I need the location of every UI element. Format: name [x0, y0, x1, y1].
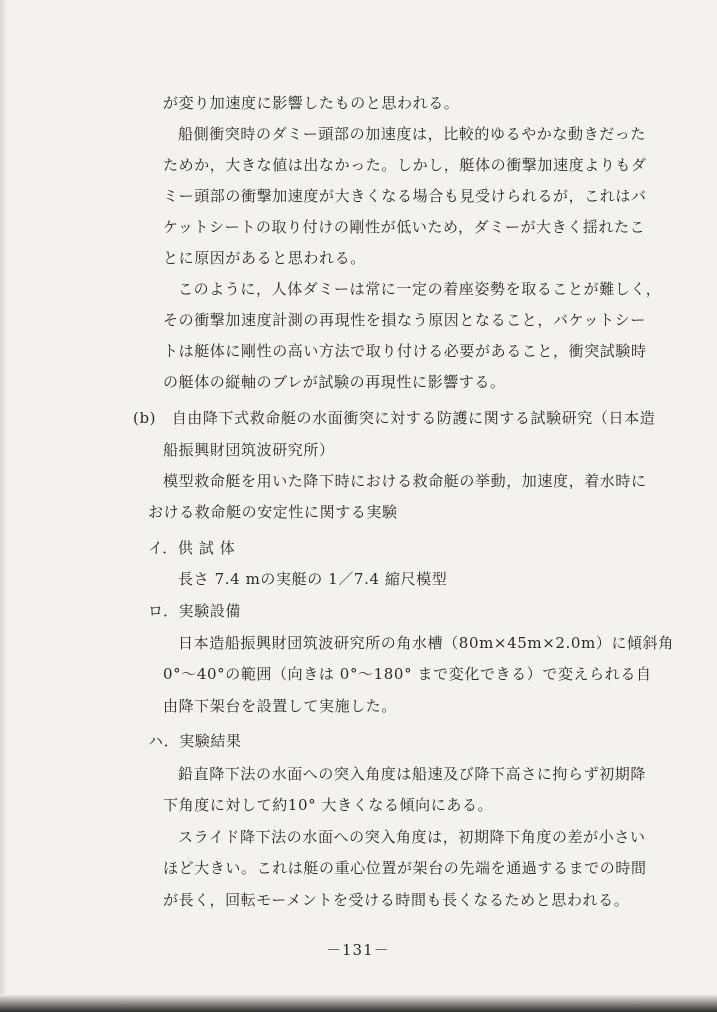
body-line-5: ケットシートの取り付けの剛性が低いため，ダミーが大きく揺れたこ — [163, 218, 646, 236]
body-line-7: このように，人体ダミーは常に一定の着座姿勢を取ることが難しく， — [178, 280, 662, 298]
subheading-ha: ハ．実験結果 — [148, 732, 242, 750]
body-line-1: が変り加速度に影響したものと思われる。 — [163, 94, 460, 112]
body-line-3: ためか，大きな値は出なかった。しかし，艇体の衝撃加速度よりもダ — [163, 156, 647, 174]
body-line-10: の艇体の縦軸のブレが試験の再現性に影響する。 — [163, 373, 506, 391]
scan-shadow-bottom — [0, 994, 717, 1012]
subheading-ro: ロ．実験設備 — [148, 602, 242, 620]
scan-shadow-left — [0, 0, 8, 1012]
body-line-24: スライド降下法の水面への突入角度は，初期降下角度の差が小さい — [178, 828, 646, 846]
body-line-23: 下角度に対して約10° 大きくなる傾向にある。 — [163, 796, 494, 814]
body-line-16: 長さ 7.4 mの実艇の 1／7.4 縮尺模型 — [178, 570, 448, 588]
body-line-6: とに原因があると思われる。 — [163, 249, 366, 267]
body-line-19: 0°～40°の範囲（向きは 0°～180° まで変化できる）で変えられる自 — [163, 665, 652, 683]
body-line-14: おける救命艇の安定性に関する実験 — [148, 503, 398, 521]
body-line-9: トは艇体に剛性の高い方法で取り付ける必要があること，衝突試験時 — [163, 342, 647, 360]
page-number: －131－ — [326, 941, 390, 959]
body-line-2: 船側衝突時のダミー頭部の加速度は，比較的ゆるやかな動きだった — [178, 125, 647, 143]
body-line-26: が長く，回転モーメントを受ける時間も長くなるためと思われる。 — [163, 891, 630, 909]
body-line-4: ミー頭部の衝撃加速度が大きくなる場合も見受けられるが，これはバ — [163, 187, 647, 205]
body-line-13: 模型救命艇を用いた降下時における救命艇の挙動，加速度，着水時に — [163, 472, 647, 490]
body-line-18: 日本造船振興財団筑波研究所の角水槽（80m×45m×2.0m）に傾斜角 — [178, 634, 674, 652]
body-line-25: ほど大きい。これは艇の重心位置が架台の先端を通過するまでの時間 — [163, 859, 647, 877]
section-heading-b-cont: 船振興財団筑波研究所） — [163, 441, 335, 459]
section-heading-b: (b) 自由降下式救命艇の水面衝突に対する防護に関する試験研究（日本造 — [133, 409, 656, 427]
subheading-i: イ．供 試 体 — [148, 539, 236, 557]
body-line-20: 由降下架台を設置して実施した。 — [163, 697, 398, 715]
body-line-8: その衝撃加速度計測の再現性を損なう原因となること，バケットシー — [163, 311, 646, 329]
body-line-22: 鉛直降下法の水面への突入角度は船速及び降下高さに拘らず初期降 — [178, 765, 647, 783]
